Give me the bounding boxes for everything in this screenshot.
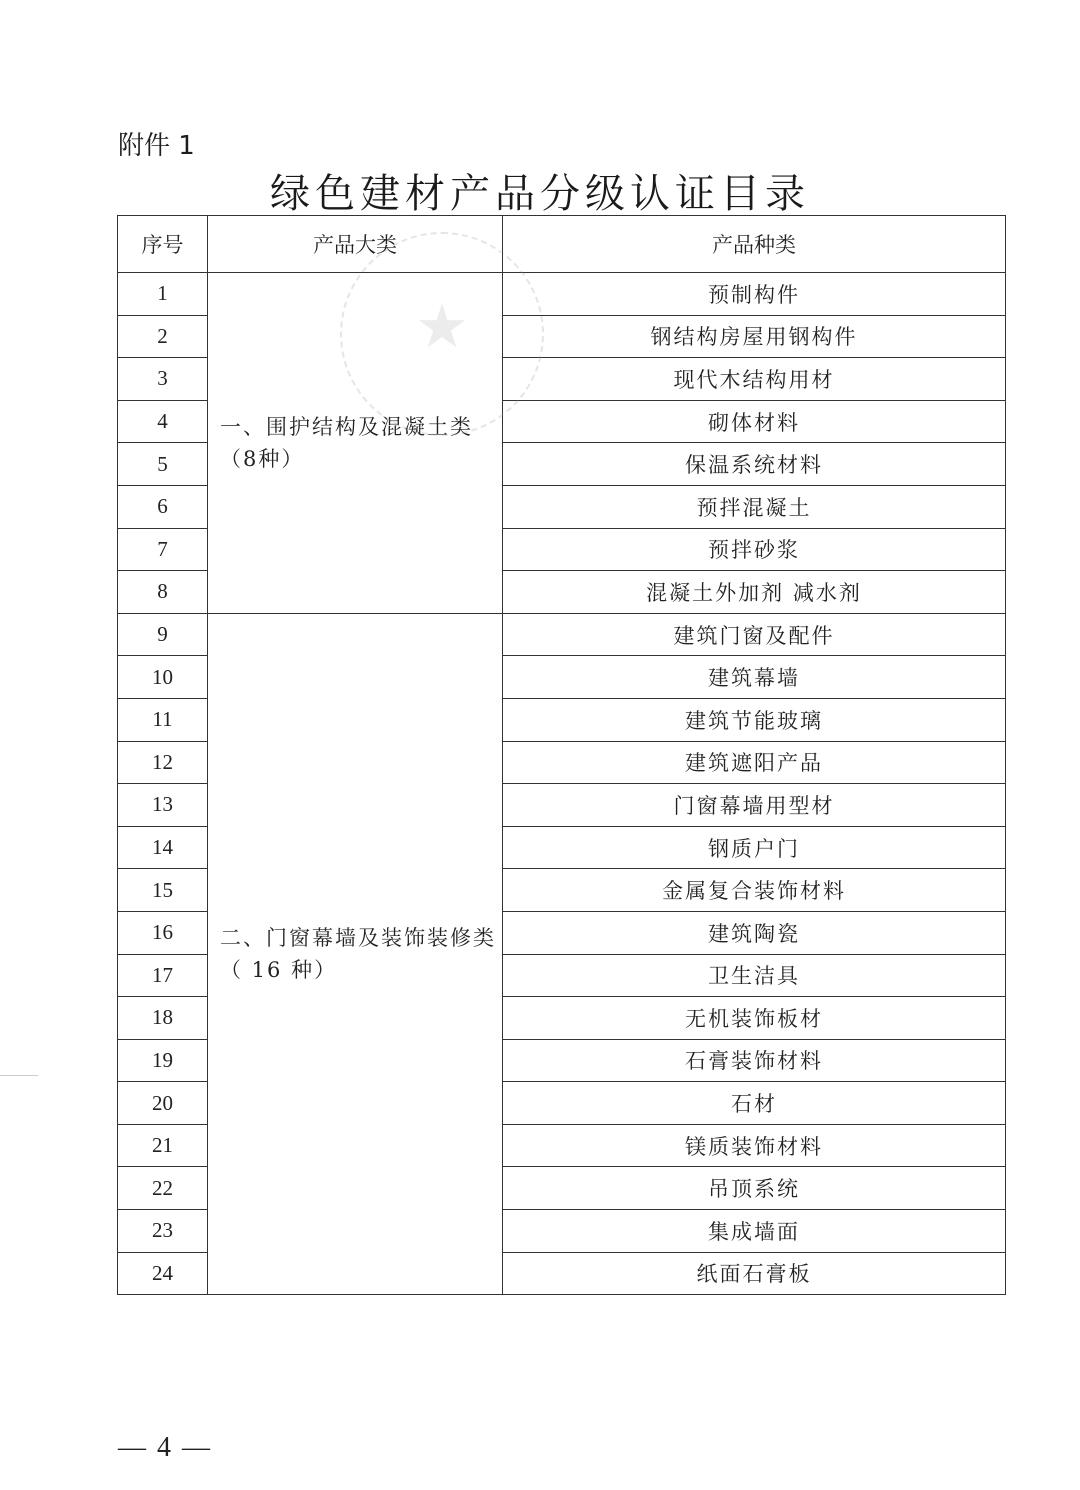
row-seq: 22: [118, 1167, 208, 1210]
row-seq: 12: [118, 741, 208, 784]
row-kind: 建筑门窗及配件: [503, 613, 1006, 656]
table-row: [118, 273, 1006, 316]
row-kind: 建筑节能玻璃: [503, 698, 1006, 741]
row-seq: 1: [118, 273, 208, 316]
row-seq: 23: [118, 1210, 208, 1253]
row-kind: 建筑幕墙: [503, 656, 1006, 699]
row-kind: 纸面石膏板: [503, 1252, 1006, 1295]
row-seq: 19: [118, 1039, 208, 1082]
row-kind: 建筑遮阳产品: [503, 741, 1006, 784]
row-seq: 15: [118, 869, 208, 912]
document-title: 绿色建材产品分级认证目录: [270, 171, 810, 217]
row-kind: 建筑陶瓷: [503, 911, 1006, 954]
row-seq: 24: [118, 1252, 208, 1295]
header-kind: 产品种类: [503, 216, 1006, 273]
row-seq: 14: [118, 826, 208, 869]
page-number: — 4 —: [118, 1432, 212, 1463]
row-kind: 镁质装饰材料: [503, 1124, 1006, 1167]
table-header-row: [118, 216, 1006, 273]
row-kind: 混凝土外加剂 减水剂: [503, 571, 1006, 614]
row-kind: 现代木结构用材: [503, 358, 1006, 401]
row-kind: 保温系统材料: [503, 443, 1006, 486]
header-category: 产品大类: [208, 216, 503, 273]
row-seq: 18: [118, 997, 208, 1040]
row-seq: 3: [118, 358, 208, 401]
row-kind: 石材: [503, 1082, 1006, 1125]
row-kind: 金属复合装饰材料: [503, 869, 1006, 912]
row-kind: 钢质户门: [503, 826, 1006, 869]
row-seq: 7: [118, 528, 208, 571]
row-seq: 5: [118, 443, 208, 486]
row-kind: 门窗幕墙用型材: [503, 784, 1006, 827]
row-kind: 砌体材料: [503, 400, 1006, 443]
row-category: 二、门窗幕墙及装饰装修类（ 16 种）: [208, 613, 503, 1295]
row-seq: 13: [118, 784, 208, 827]
table-body: [118, 273, 1006, 1295]
row-seq: 2: [118, 315, 208, 358]
row-seq: 9: [118, 613, 208, 656]
attachment-label: 附件 1: [118, 131, 195, 161]
row-seq: 10: [118, 656, 208, 699]
row-seq: 21: [118, 1124, 208, 1167]
row-seq: 17: [118, 954, 208, 997]
row-kind: 石膏装饰材料: [503, 1039, 1006, 1082]
official-seal: ★: [340, 232, 544, 436]
row-category: 一、围护结构及混凝土类（8种）: [208, 273, 503, 614]
row-kind: 无机装饰板材: [503, 997, 1006, 1040]
row-seq: 8: [118, 571, 208, 614]
row-seq: 20: [118, 1082, 208, 1125]
row-seq: 11: [118, 698, 208, 741]
row-kind: 吊顶系统: [503, 1167, 1006, 1210]
row-seq: 16: [118, 911, 208, 954]
row-kind: 钢结构房屋用钢构件: [503, 315, 1006, 358]
margin-mark: [0, 1075, 38, 1076]
row-kind: 预制构件: [503, 273, 1006, 316]
header-seq: 序号: [118, 216, 208, 273]
table-row: [118, 613, 1006, 656]
row-kind: 集成墙面: [503, 1210, 1006, 1253]
row-seq: 6: [118, 485, 208, 528]
row-kind: 预拌混凝土: [503, 485, 1006, 528]
row-kind: 预拌砂浆: [503, 528, 1006, 571]
catalog-table: [117, 215, 1006, 1295]
row-kind: 卫生洁具: [503, 954, 1006, 997]
row-seq: 4: [118, 400, 208, 443]
